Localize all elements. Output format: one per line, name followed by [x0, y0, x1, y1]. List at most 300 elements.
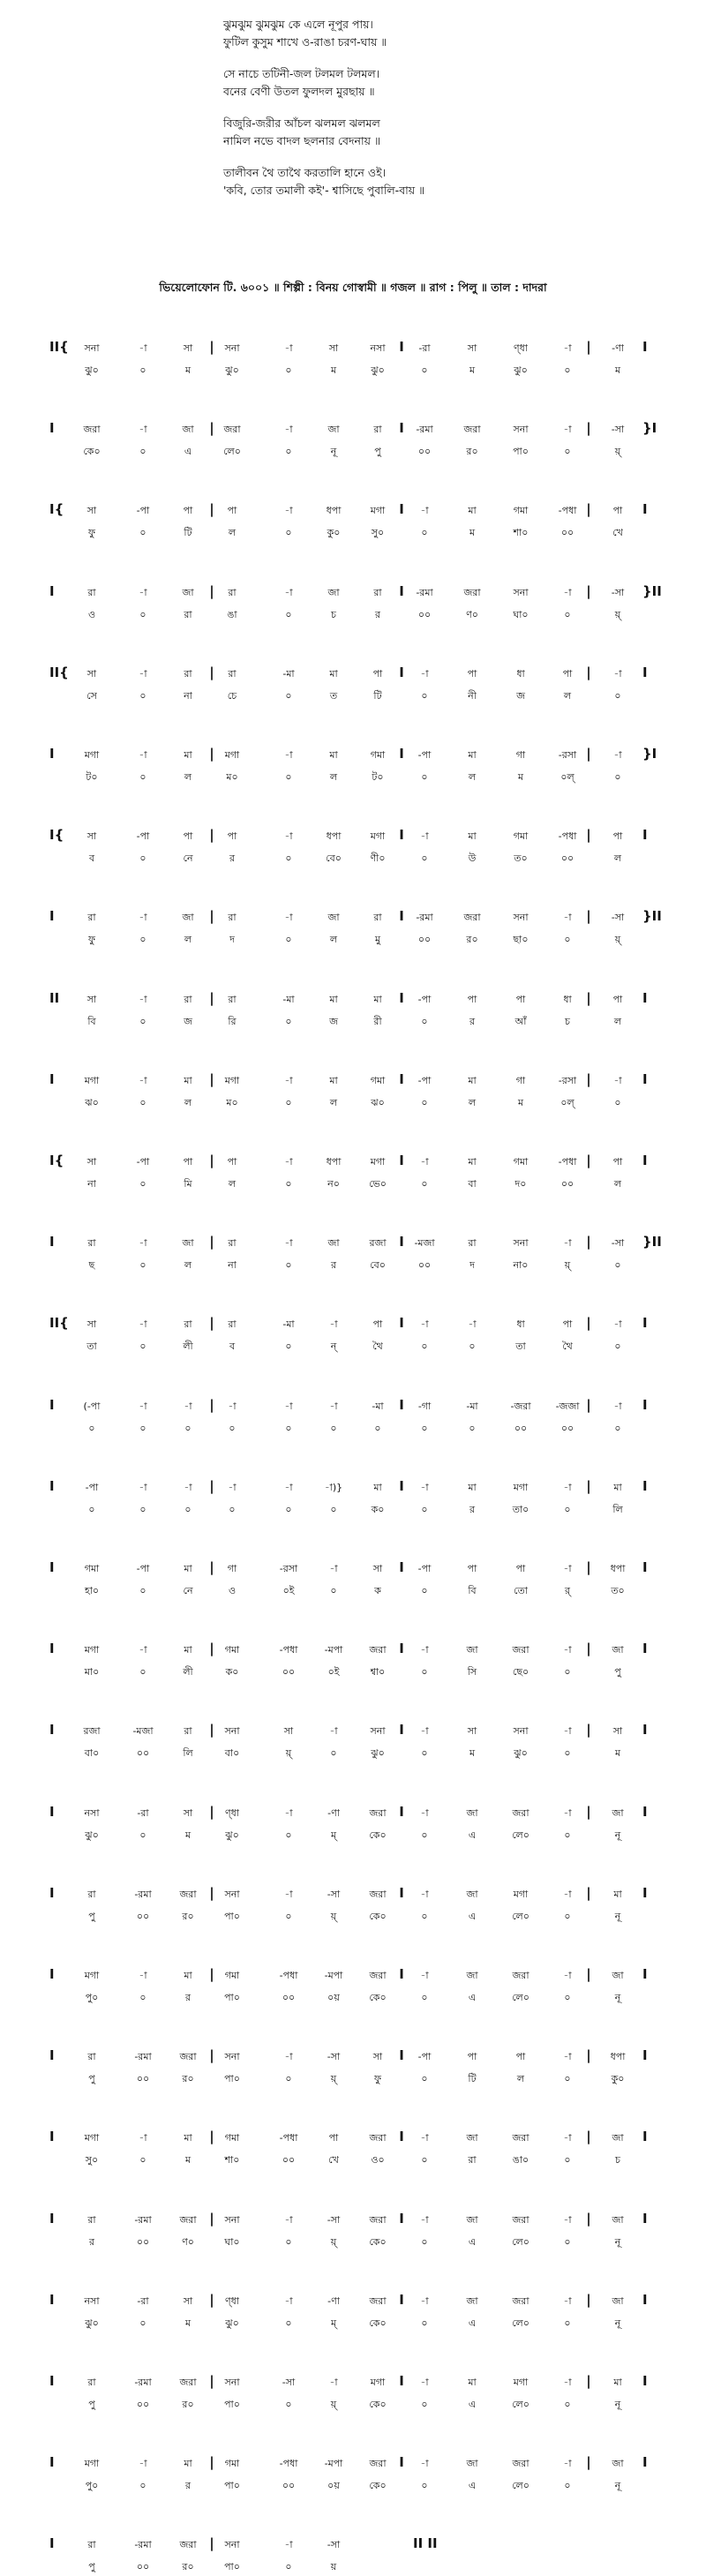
lyric-syllable: না — [87, 1178, 96, 1190]
lyric-syllable: বি — [468, 1585, 477, 1596]
lyric-syllable: ০য় — [327, 1992, 340, 2003]
lyric-syllable: য়্ — [330, 2236, 337, 2248]
lyric-syllable: নূ — [330, 446, 337, 457]
lyric-syllable: দ০ — [514, 1178, 527, 1190]
row-end-bar: }II — [642, 908, 662, 924]
swara-note: -পধা — [279, 1970, 298, 1981]
notation-row — [0, 1315, 706, 1356]
swara-note: জা — [612, 1970, 624, 1981]
swara-note: -সা — [327, 2539, 341, 2550]
swara-note: পা — [467, 994, 477, 1005]
measure-bar: I — [399, 1722, 404, 1738]
row-end-bar: I — [642, 2292, 648, 2308]
lyric-syllable: ঝু০ — [85, 2317, 99, 2329]
swara-note: জা — [182, 424, 194, 435]
lyric-syllable: ০০ — [136, 2236, 150, 2248]
swara-note: -া — [329, 2377, 338, 2388]
measure-bar: I — [399, 420, 404, 436]
lyric-line: বনের বেণী উতল ফুলদল মুরছায় ॥ — [223, 85, 375, 98]
lyric-syllable: র০ — [182, 2561, 194, 2572]
lyric-syllable: ঝু০ — [514, 1747, 528, 1759]
swara-note: -া — [284, 587, 293, 598]
swara-note: -া — [284, 1807, 293, 1819]
measure-bar: I — [399, 1559, 404, 1575]
row-start-bar: I — [49, 2535, 55, 2551]
lyric-syllable: উ — [468, 852, 477, 864]
swara-note: -া — [284, 1075, 293, 1086]
lyric-syllable: ক০ — [371, 1504, 385, 1515]
row-start-bar: I — [49, 2454, 55, 2470]
row-end-bar: I — [642, 2373, 648, 2389]
lyric-syllable: ০ — [421, 2399, 428, 2410]
swara-note: জা — [466, 1807, 478, 1819]
swara-note: -গা — [417, 1401, 432, 1412]
notation-row — [0, 1804, 706, 1844]
lyric-syllable: পা০ — [224, 2561, 240, 2572]
swara-note: -া — [613, 1401, 622, 1412]
lyric-syllable: ০ — [139, 1504, 146, 1515]
swara-note: মা — [468, 749, 477, 761]
lyric-syllable: ঘা০ — [513, 609, 529, 620]
swara-note: -ণা — [612, 342, 624, 354]
measure-bar: I — [399, 990, 404, 1006]
lyric-syllable: ক০ — [225, 1666, 239, 1678]
swara-note: -া — [139, 1644, 147, 1656]
lyric-syllable: ঝু০ — [225, 364, 239, 376]
lyric-syllable: চ — [565, 1016, 570, 1027]
swara-note: -া — [420, 830, 429, 842]
beat-divider: | — [586, 1885, 591, 1901]
beat-divider: | — [586, 501, 591, 517]
swara-note: -া — [139, 1482, 147, 1493]
lyric-syllable: কে০ — [369, 1992, 387, 2003]
lyric-syllable: ঙা — [227, 609, 237, 620]
swara-note: -া — [284, 1482, 293, 1493]
lyric-syllable: ০ — [330, 1504, 337, 1515]
swara-note: গমা — [513, 505, 529, 516]
lyric-syllable: বি — [87, 1016, 96, 1027]
swara-note: রা — [87, 587, 96, 598]
beat-divider: | — [586, 1315, 591, 1331]
lyric-syllable: ০ — [614, 1097, 621, 1108]
beat-divider: | — [586, 1397, 591, 1413]
swara-note: -া — [284, 424, 293, 435]
swara-note: -া — [563, 2214, 572, 2226]
lyric-syllable: ০ — [421, 1504, 428, 1515]
swara-note: সনা — [224, 2214, 240, 2226]
lyric-syllable: হা০ — [84, 1585, 100, 1596]
lyric-syllable: ও০ — [371, 2154, 385, 2166]
swara-note: রা — [228, 912, 237, 923]
swara-note: -ণা — [327, 2295, 340, 2307]
swara-note: -া — [420, 1807, 429, 1819]
swara-note: সা — [372, 1563, 383, 1574]
row-start-bar: I{ — [49, 827, 64, 843]
lyric-syllable: ত — [329, 690, 338, 702]
lyric-syllable: র০ — [182, 2073, 194, 2084]
lyric-syllable: ০ — [285, 1178, 292, 1190]
swara-note: -মপা — [324, 2458, 343, 2469]
notation-row — [0, 1722, 706, 1762]
lyric-syllable: ম — [469, 364, 476, 376]
row-start-bar: I — [49, 1478, 55, 1494]
swara-note: পা — [612, 994, 623, 1005]
swara-note: -া — [613, 1318, 622, 1330]
lyric-syllable: পা০ — [513, 446, 529, 457]
swara-note: জা — [182, 912, 194, 923]
lyric-line: বিজুরি-জরীর আঁচল ঝলমল ঝলমল — [223, 116, 380, 130]
lyric-syllable: র — [184, 2480, 192, 2491]
lyric-syllable: ০ — [139, 1341, 146, 1352]
lyric-syllable: ছে০ — [512, 1666, 530, 1678]
beat-divider: | — [209, 420, 214, 436]
lyric-syllable: ০ — [285, 771, 292, 783]
lyric-syllable: ম — [184, 364, 192, 376]
measure-bar: I — [399, 1804, 404, 1820]
swara-note: -া — [139, 424, 147, 435]
measure-bar: I — [399, 2454, 404, 2470]
swara-note: মগা — [224, 749, 240, 761]
notation-row — [0, 1559, 706, 1600]
beat-divider: | — [209, 1153, 214, 1168]
swara-note: -সা — [327, 1889, 341, 1900]
lyric-syllable: ০ — [139, 771, 146, 783]
lyric-syllable: ০ — [139, 2317, 146, 2329]
lyric-syllable: ০ — [374, 1423, 381, 1434]
lyric-syllable: ত০ — [611, 1585, 625, 1596]
lyric-syllable: ম — [614, 1747, 621, 1759]
swara-note: নসা — [84, 1807, 100, 1819]
swara-note: -া — [420, 2458, 429, 2469]
swara-note: মা — [373, 1482, 382, 1493]
lyric-syllable: ণী০ — [370, 852, 386, 864]
lyric-syllable: ০ — [285, 2399, 292, 2410]
swara-note: রা — [184, 1725, 192, 1737]
swara-note: রা — [468, 1237, 477, 1249]
swara-note: জা — [327, 587, 340, 598]
swara-note: -রা — [418, 342, 431, 354]
lyric-syllable: ০ — [564, 364, 571, 376]
swara-note: -া — [420, 668, 429, 680]
lyric-syllable: ০ল্ — [560, 771, 575, 783]
swara-note: -া — [284, 1237, 293, 1249]
swara-note: রা — [87, 2377, 96, 2388]
swara-note: মা — [184, 1970, 192, 1981]
swara-note: -া — [329, 1563, 338, 1574]
swara-note: জরা — [463, 587, 481, 598]
swara-note: মা — [329, 668, 338, 680]
lyric-syllable: খে — [612, 527, 623, 538]
lyric-syllable: য়্ — [564, 1259, 571, 1271]
swara-note: -া — [563, 1237, 572, 1249]
lyric-syllable: পা০ — [224, 2399, 240, 2410]
swara-note: গমা — [224, 1644, 240, 1656]
row-start-bar: II{ — [49, 1315, 69, 1331]
lyric-syllable: তা — [515, 1341, 526, 1352]
beat-divider: | — [586, 1478, 591, 1494]
swara-note: -রমা — [134, 2377, 152, 2388]
beat-divider: | — [209, 2129, 214, 2144]
swara-note: পা — [562, 1318, 573, 1330]
swara-note: -পা — [136, 1156, 150, 1168]
lyric-syllable: ০ — [564, 446, 571, 457]
notation-row — [0, 2211, 706, 2251]
swara-note: পা — [328, 2132, 339, 2144]
row-end-bar: I — [642, 1315, 648, 1331]
swara-note: ণ্ধা — [224, 2295, 240, 2307]
swara-note: জা — [466, 1970, 478, 1981]
swara-note: সনা — [513, 1725, 529, 1737]
measure-bar: I — [399, 1641, 404, 1656]
row-start-bar: II — [49, 990, 60, 1006]
record-info-header: ভিয়েলোফোন টি. ৬০০১ ॥ শিল্পী : বিনয় গোস্বামী ॥ গজল ॥ রাগ : পিলু ॥ তাল : দাদরা — [159, 281, 547, 294]
swara-note: ধপা — [326, 830, 342, 842]
swara-note: সা — [467, 1725, 477, 1737]
lyric-syllable: দ — [229, 934, 235, 945]
lyric-syllable: ০০ — [282, 2480, 296, 2491]
row-end-bar: II II — [413, 2535, 438, 2551]
swara-note: রা — [228, 1318, 237, 1330]
swara-note: পা — [467, 1563, 477, 1574]
swara-note: -পা — [417, 994, 432, 1005]
lyric-syllable: ল — [228, 527, 237, 538]
swara-note: সনা — [224, 342, 240, 354]
lyric-syllable: ০ — [421, 2236, 428, 2248]
notation-row — [0, 1885, 706, 1926]
swara-note: -া — [563, 1563, 572, 1574]
swara-note: সনা — [224, 2377, 240, 2388]
lyric-syllable: ০ — [421, 1423, 428, 1434]
beat-divider: | — [209, 746, 214, 762]
lyric-syllable: এ — [468, 2399, 477, 2410]
lyric-syllable: এ — [468, 2480, 477, 2491]
lyric-syllable: ০ই — [327, 1666, 340, 1678]
swara-note: -া — [284, 2051, 293, 2062]
lyric-syllable: পু — [88, 1911, 95, 1922]
lyric-syllable: র — [469, 1504, 476, 1515]
lyric-syllable: কু০ — [327, 527, 341, 538]
beat-divider: | — [586, 1234, 591, 1250]
row-start-bar: I — [49, 2292, 55, 2308]
swara-note: মগা — [84, 2132, 100, 2144]
lyric-syllable: ০ — [469, 1341, 476, 1352]
beat-divider: | — [586, 1153, 591, 1168]
lyric-syllable: কে০ — [369, 2480, 387, 2491]
lyric-syllable: ০ — [421, 1992, 428, 2003]
measure-bar: I — [399, 1478, 404, 1494]
stanza-gap — [223, 150, 682, 164]
notation-row — [0, 1641, 706, 1681]
notation-row — [0, 2292, 706, 2332]
swara-note: পা — [183, 1156, 193, 1168]
lyric-syllable: ০ — [285, 1341, 292, 1352]
lyric-syllable: ০ — [421, 1747, 428, 1759]
swara-note: গমা — [224, 2458, 240, 2469]
swara-note: -া — [563, 1644, 572, 1656]
swara-note: জরা — [512, 1807, 530, 1819]
swara-note: মগা — [513, 1889, 529, 1900]
swara-note: -জজা — [555, 1401, 580, 1412]
lyric-syllable: ০ — [285, 1097, 292, 1108]
swara-note: ধপা — [326, 1156, 342, 1168]
lyric-syllable: ০ — [421, 771, 428, 783]
row-start-bar: I — [49, 1071, 55, 1087]
row-end-bar: }I — [642, 420, 657, 436]
swara-note: রা — [87, 912, 96, 923]
lyric-syllable: ০০ — [136, 2073, 150, 2084]
lyric-syllable: ০ — [421, 527, 428, 538]
swara-note: -সা — [611, 1237, 625, 1249]
lyric-syllable: এ — [468, 2236, 477, 2248]
swara-note: -া — [329, 1725, 338, 1737]
swara-note: ধপা — [610, 2051, 626, 2062]
swara-note: -া — [420, 1156, 429, 1168]
lyric-syllable: ন০ — [327, 1178, 340, 1190]
swara-note: রা — [373, 587, 382, 598]
lyric-syllable: ম — [184, 2317, 192, 2329]
row-start-bar: I — [49, 746, 55, 762]
notation-row — [0, 2373, 706, 2414]
lyric-syllable: ল — [228, 1178, 237, 1190]
lyric-syllable: য়্ — [330, 2399, 337, 2410]
swara-note: -া — [563, 2377, 572, 2388]
swara-note: পা — [515, 994, 526, 1005]
lyric-syllable: লে০ — [512, 1992, 530, 2003]
swara-note: জরা — [179, 2214, 197, 2226]
swara-note: রজা — [369, 1237, 387, 1249]
beat-divider: | — [586, 583, 591, 599]
notation-row — [0, 583, 706, 624]
lyric-syllable: ল — [184, 1097, 192, 1108]
lyric-syllable: লে০ — [223, 446, 241, 457]
lyric-syllable: র — [229, 852, 236, 864]
swara-note: জরা — [369, 2458, 387, 2469]
lyric-syllable: ০ — [139, 690, 146, 702]
notation-row — [0, 990, 706, 1031]
swara-note: -া — [139, 1237, 147, 1249]
swara-note: জরা — [369, 2214, 387, 2226]
beat-divider: | — [586, 1804, 591, 1820]
lyric-syllable: কে০ — [369, 1911, 387, 1922]
swara-note: জরা — [463, 912, 481, 923]
lyric-syllable: পু০ — [85, 1992, 99, 2003]
swara-note: -মা — [282, 1318, 295, 1330]
lyric-syllable: ০ — [421, 2317, 428, 2329]
lyric-syllable: তা০ — [512, 1504, 530, 1515]
swara-note: মগা — [370, 830, 386, 842]
lyric-syllable: লে০ — [512, 1829, 530, 1841]
swara-note: মা — [184, 1563, 192, 1574]
lyric-syllable: কে০ — [369, 2399, 387, 2410]
lyric-syllable: রী — [373, 1016, 382, 1027]
swara-note: জরা — [179, 2051, 197, 2062]
row-start-bar: I — [49, 1641, 55, 1656]
swara-note: জা — [466, 2132, 478, 2144]
notation-row — [0, 1234, 706, 1274]
swara-note: পা — [562, 668, 573, 680]
swara-note: মা — [468, 1156, 477, 1168]
lyric-syllable: র — [184, 1992, 192, 2003]
row-start-bar: I — [49, 1559, 55, 1575]
lyric-syllable: ম — [330, 364, 337, 376]
lyric-syllable: ট০ — [372, 771, 384, 783]
lyric-syllable: ট০ — [86, 771, 98, 783]
row-start-bar: I — [49, 420, 55, 436]
row-end-bar: I — [642, 1641, 648, 1656]
lyric-syllable: ল — [613, 1016, 622, 1027]
swara-note: -া — [613, 668, 622, 680]
swara-note: মা — [468, 830, 477, 842]
lyric-syllable: ০ — [285, 690, 292, 702]
swara-note: সনা — [513, 424, 529, 435]
swara-note: -া — [284, 2295, 293, 2307]
swara-note: -া — [184, 1482, 192, 1493]
beat-divider: | — [209, 339, 214, 355]
beat-divider: | — [209, 1641, 214, 1656]
lyric-syllable: লি — [612, 1504, 623, 1515]
lyric-syllable: ত০ — [514, 852, 528, 864]
swara-note: -া — [329, 1401, 338, 1412]
row-end-bar: }I — [642, 746, 657, 762]
beat-divider: | — [586, 2047, 591, 2063]
swara-note: -া — [420, 1644, 429, 1656]
swara-note: পা — [227, 1156, 237, 1168]
notation-row — [0, 908, 706, 949]
swara-note: রা — [228, 994, 237, 1005]
swara-note: -পধা — [279, 2132, 298, 2144]
row-start-bar: I — [49, 1966, 55, 1982]
lyric-syllable: ০০ — [560, 1423, 575, 1434]
swara-note: -জরা — [510, 1401, 531, 1412]
swara-note: গমা — [224, 2132, 240, 2144]
beat-divider: | — [209, 827, 214, 843]
swara-note: সা — [86, 668, 97, 680]
swara-note: -া — [420, 2132, 429, 2144]
lyric-syllable: ঝু০ — [85, 364, 99, 376]
lyric-syllable: ণ০ — [466, 609, 478, 620]
beat-divider: | — [586, 1722, 591, 1738]
beat-divider: | — [586, 827, 591, 843]
lyric-syllable: ০০ — [417, 446, 432, 457]
swara-note: রা — [87, 2539, 96, 2550]
lyric-syllable: ০ — [614, 690, 621, 702]
swara-note: -া — [563, 2295, 572, 2307]
lyric-syllable: ম — [184, 2154, 192, 2166]
swara-note: পা — [227, 505, 237, 516]
swara-note: পা — [467, 668, 477, 680]
lyric-syllable: ম০ — [226, 1097, 238, 1108]
notation-row — [0, 665, 706, 705]
swara-note: -া — [468, 1318, 477, 1330]
lyric-syllable: এ — [468, 2317, 477, 2329]
swara-note: মা — [184, 749, 192, 761]
measure-bar: I — [399, 2047, 404, 2063]
swara-note: জরা — [512, 2214, 530, 2226]
swara-note: -া — [563, 342, 572, 354]
swara-note: মা — [468, 1482, 477, 1493]
lyric-syllable: ০ — [139, 2480, 146, 2491]
lyric-syllable: ০ — [330, 1423, 337, 1434]
swara-note: -া — [420, 2377, 429, 2388]
swara-note: পা — [183, 830, 193, 842]
beat-divider: | — [586, 2454, 591, 2470]
swara-note: মা — [184, 1075, 192, 1086]
lyric-syllable: ০ — [285, 364, 292, 376]
lyric-syllable: ০ — [139, 934, 146, 945]
lyric-syllable: ০ — [139, 1178, 146, 1190]
lyric-syllable: আঁ — [514, 1016, 527, 1027]
swara-note: মা — [468, 505, 477, 516]
